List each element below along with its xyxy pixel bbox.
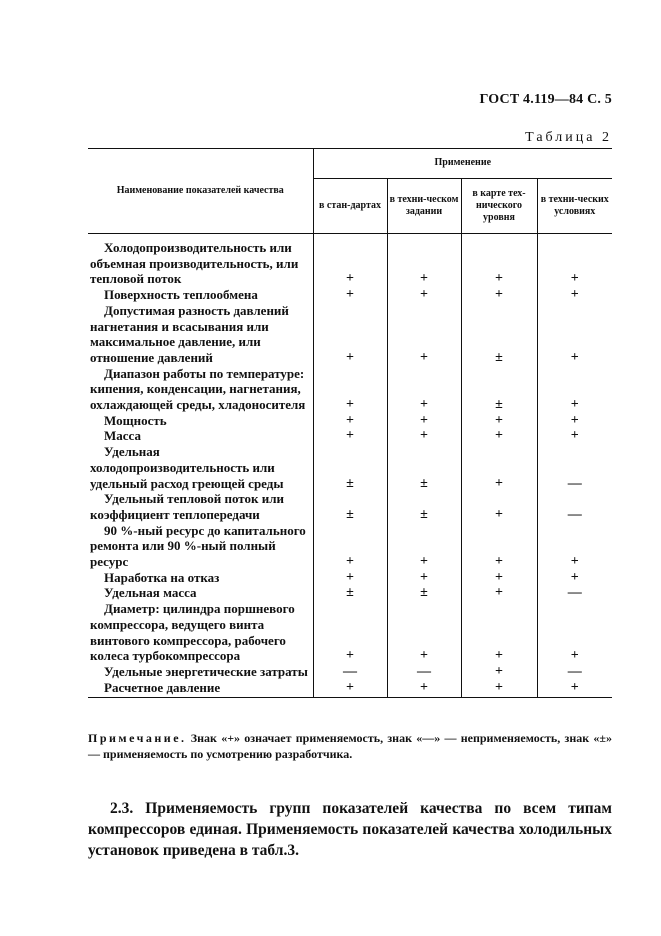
applicability-mark: + — [461, 585, 537, 601]
applicability-mark: + — [387, 303, 461, 366]
standard-code: ГОСТ 4.119—84 С. 5 — [479, 92, 612, 107]
applicability-mark: ± — [461, 303, 537, 366]
column-header-technical-task: в техни-ческом задании — [387, 178, 461, 233]
table-row — [88, 601, 612, 664]
applicability-mark: + — [570, 349, 579, 365]
indicator-name: Наработка на отказ — [88, 570, 313, 586]
table-row — [88, 680, 612, 698]
applicability-mark: + — [313, 570, 387, 586]
indicator-name: Диаметр: цилиндра поршневого компрессора, ведущего винта винтового компрессора, рабочего колеса турбокомпрессора — [88, 601, 313, 664]
applicability-mark: + — [313, 428, 387, 444]
indicator-name: 90 %-ный ресурс до капитального ремонта или 90 %-ный полный ресурс — [88, 523, 313, 570]
note-text: Знак «+» означает применяемость, знак «—» — неприменяемость, знак «±» — применяемость по усмотрению разработчика. — [88, 731, 612, 761]
table-row — [88, 413, 612, 429]
applicability-mark: + — [313, 523, 387, 570]
table-row — [88, 585, 612, 601]
applicability-mark: ± — [387, 585, 461, 601]
applicability-mark: + — [570, 554, 579, 570]
table-note — [88, 730, 612, 762]
table-row — [88, 303, 612, 366]
indicator-name: Мощность — [88, 413, 313, 429]
applicability-mark: + — [313, 366, 387, 413]
applicability-mark: + — [313, 413, 387, 429]
applicability-mark: + — [461, 523, 537, 570]
indicator-name: Диапазон работы по температуре: кипения, конденсации, нагнетания, охлаждающей среды, хладоносителя — [88, 366, 313, 413]
table-row — [88, 287, 612, 303]
table-row — [88, 491, 612, 522]
applicability-mark: + — [387, 523, 461, 570]
applicability-mark: — — [567, 663, 582, 679]
applicability-mark: ± — [313, 491, 387, 522]
applicability-mark: + — [461, 287, 537, 303]
indicator-name: Удельная масса — [88, 585, 313, 601]
indicator-name: Удельные энергетические затраты — [88, 664, 313, 680]
indicator-name: Поверхность теплообмена — [88, 287, 313, 303]
applicability-mark: — — [387, 664, 461, 680]
applicability-mark: + — [387, 366, 461, 413]
table-row — [88, 428, 612, 444]
column-group-header: Применение — [313, 149, 612, 179]
table-row — [88, 444, 612, 491]
applicability-mark: + — [387, 428, 461, 444]
quality-indicators-table — [88, 148, 612, 698]
applicability-mark: + — [313, 601, 387, 664]
table-row — [88, 234, 612, 288]
applicability-mark: + — [537, 680, 612, 698]
table-row — [88, 570, 612, 586]
applicability-mark: + — [461, 413, 537, 429]
applicability-mark: + — [387, 287, 461, 303]
applicability-mark: ± — [387, 491, 461, 522]
indicator-name: Допустимая разность давлений нагнетания и всасывания или максимальное давление, или отношение давлений — [88, 303, 313, 366]
applicability-mark: + — [461, 570, 537, 586]
indicator-name: Удельная холодопроизводительность или удельный расход греющей среды — [88, 444, 313, 491]
table-row — [88, 523, 612, 570]
applicability-mark: + — [461, 601, 537, 664]
applicability-mark: + — [570, 648, 579, 664]
applicability-mark: + — [461, 680, 537, 698]
applicability-mark: + — [461, 491, 537, 522]
applicability-mark: + — [387, 680, 461, 698]
applicability-mark: + — [461, 428, 537, 444]
note-label: Примечание. — [88, 731, 187, 745]
applicability-mark: + — [570, 271, 579, 287]
applicability-mark: + — [461, 444, 537, 491]
applicability-mark: + — [313, 680, 387, 698]
applicability-mark: — — [567, 475, 582, 491]
column-header-name: Наименование показателей качества — [88, 149, 313, 234]
indicator-name: Удельный тепловой поток или коэффициент теплопередачи — [88, 491, 313, 522]
applicability-mark: + — [387, 234, 461, 288]
indicator-name: Холодопроизводительность или объемная производительность, или тепловой поток — [88, 234, 313, 288]
indicator-name: Масса — [88, 428, 313, 444]
applicability-mark: + — [570, 397, 579, 413]
applicability-mark: + — [570, 428, 579, 444]
table-row — [88, 664, 612, 680]
applicability-mark: + — [313, 303, 387, 366]
applicability-mark: — — [313, 664, 387, 680]
applicability-mark: + — [461, 664, 537, 680]
applicability-mark: + — [313, 234, 387, 288]
applicability-mark: + — [461, 234, 537, 288]
applicability-mark: ± — [461, 366, 537, 413]
applicability-mark: + — [570, 569, 579, 585]
applicability-mark: + — [387, 413, 461, 429]
column-header-standards: в стан-дартах — [313, 178, 387, 233]
indicator-name: Расчетное давление — [88, 680, 313, 698]
table-body — [88, 234, 612, 698]
applicability-mark: + — [570, 412, 579, 428]
table-row — [88, 366, 612, 413]
applicability-mark: — — [567, 585, 582, 601]
applicability-mark: + — [387, 601, 461, 664]
applicability-mark: — — [567, 506, 582, 522]
applicability-mark: ± — [387, 444, 461, 491]
column-header-technical-conditions: в техни-ческих условиях — [537, 178, 612, 233]
section-paragraph: 2.3. Применяемость групп показателей качества по всем типам компрессоров единая. Применяемость показателей качества холодильных установок приведена в табл.3. — [88, 800, 612, 859]
table-caption: Таблица 2 — [525, 130, 612, 145]
column-header-technical-level-card: в карте тех-нического уровня — [461, 178, 537, 233]
applicability-mark: + — [570, 287, 579, 303]
applicability-mark: + — [387, 570, 461, 586]
applicability-mark: + — [313, 287, 387, 303]
applicability-mark: ± — [313, 444, 387, 491]
applicability-mark: ± — [313, 585, 387, 601]
